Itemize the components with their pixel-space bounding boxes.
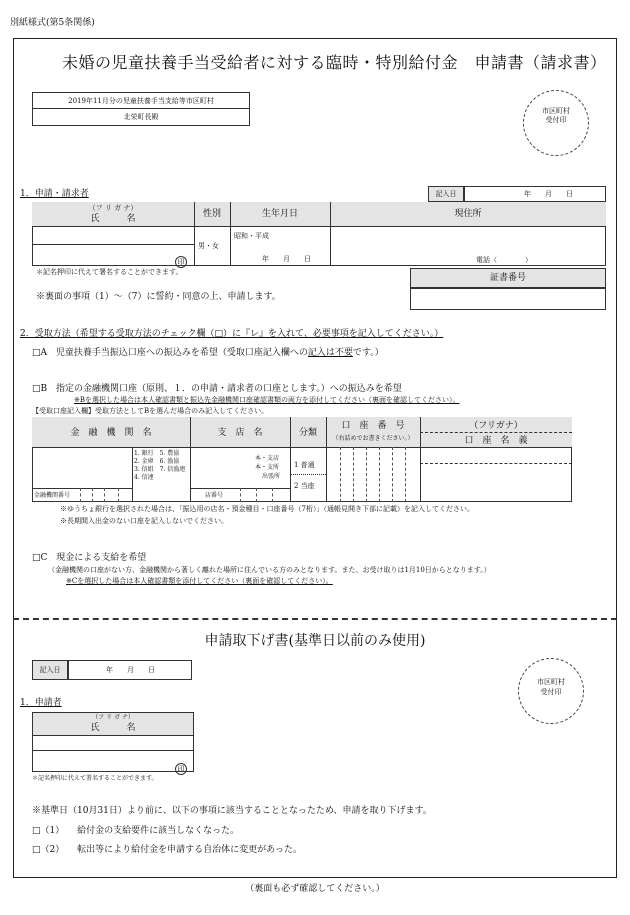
branch-name-header: 支 店 名 xyxy=(217,428,263,438)
stamp-line1: 市区町村 xyxy=(542,107,570,115)
account-number-subheader: （右詰めでお書きください。） xyxy=(332,435,414,442)
stamp-line2: 受付印 xyxy=(545,116,567,124)
entry-date-label: 記入日 xyxy=(435,190,457,198)
account-type-regular[interactable]: 1 普通 xyxy=(294,461,315,469)
type-header: 分類 xyxy=(298,428,317,438)
yucho-note: ※ゆうちょ銀行を選択された場合は、「振込用の店名・預金種目・口座番号（7桁）」（通帳見開き下部に記載）を記入してください。 xyxy=(60,505,474,513)
option-c-note1: （金融機関の口座がない方、金融機関から著しく離れた場所に住んでいる方のみとなります。また、お受け取りは1月10日からとなります。） xyxy=(48,566,491,574)
section2-heading: 2．受取方法（希望する受取方法のチェック欄（□）に『レ』を入れて、必要事項を記入してください。） xyxy=(20,329,444,339)
seal-note: ＊記名押印に代えて署名することができます。 xyxy=(36,268,183,276)
withdraw-heading: 1．申請者 xyxy=(20,698,62,708)
withdraw-item-1-text: 給付金の支給要件に該当しなくなった。 xyxy=(77,826,240,836)
branch-code-label: 店番号 xyxy=(205,492,224,499)
withdraw-item-1[interactable] xyxy=(32,826,239,837)
option-b[interactable] xyxy=(32,384,402,395)
bank-type-3: 3. 信組 7. 信漁連 xyxy=(134,466,186,473)
option-c-checkbox[interactable]: □C xyxy=(32,553,48,563)
cert-number-field[interactable] xyxy=(410,288,606,310)
option-b-note: ※Bを選択した場合は本人確認書類と振込先金融機関口座確認書類の両方を添付してください（裏面を確認してください）。 xyxy=(74,396,460,404)
agreement-text: ※裏面の事項（1）～（7）に誓約・同意の上、申請します。 xyxy=(36,292,281,302)
option-a[interactable] xyxy=(32,348,384,359)
era-value[interactable]: 昭和・平成 xyxy=(234,232,269,240)
account-type-current[interactable]: 2 当座 xyxy=(294,482,315,490)
withdraw-item-2[interactable] xyxy=(32,845,302,856)
withdraw-statement: ※基準日（10月31日）より前に、以下の事項に該当することとなったため、申請を取り下げます。 xyxy=(32,806,432,816)
phone-label: 電話（ ） xyxy=(476,256,532,264)
withdraw-furigana-label: （フ リ ガ ナ） xyxy=(92,714,134,721)
bank-name-header: 金 融 機 関 名 xyxy=(70,428,152,438)
seal-icon: 印 xyxy=(175,256,187,268)
footer-note: （裏面も必ず確認してください。） xyxy=(245,884,385,894)
withdraw-item-2-text: 転出等により給付金を申請する自治体に変更があった。 xyxy=(77,845,303,855)
withdraw-title: 申請取下げ書(基準日以前のみ使用) xyxy=(204,633,426,649)
section1-heading: 1．申請・請求者 xyxy=(20,189,89,199)
page-title: 未婚の児童扶養手当受給者に対する臨時・特別給付金 申請書（請求書） xyxy=(62,53,607,72)
kana-header: （フリガナ） xyxy=(469,421,523,431)
name-label: 氏 名 xyxy=(90,214,136,224)
address-label: 現住所 xyxy=(454,209,482,219)
withdraw-entry-date-label: 記入日 xyxy=(39,666,61,674)
option-b-text: 指定の金融機関口座（原則、１．の申請・請求者の口座とします。）への振込みを希望 xyxy=(56,384,402,394)
withdraw-item-2-checkbox[interactable]: □（2） xyxy=(32,845,65,855)
cert-number-label: 証書番号 xyxy=(489,273,526,283)
bank-type-4: 4. 信連 xyxy=(134,474,154,481)
branch-type-1: 本・支店 xyxy=(255,455,280,462)
bank-code-label: 金融機関番号 xyxy=(34,492,71,499)
inactive-account-note: ※長期間入出金のない口座を記入しないでください。 xyxy=(60,517,228,525)
withdraw-item-1-checkbox[interactable]: □（1） xyxy=(32,826,65,836)
account-holder-header: 口 座 名 義 xyxy=(464,436,528,446)
entry-date-value: 年 月 日 xyxy=(524,190,573,198)
gender-value[interactable]: 男・女 xyxy=(198,242,219,250)
recipient-line2: 北栄町長殿 xyxy=(123,113,159,121)
option-c-note2: ※Cを選択した場合は本人確認書類を添付してください（裏面を確認してください）。 xyxy=(66,577,333,585)
bank-type-2: 2. 金庫 6. 漁協 xyxy=(134,458,180,465)
bank-type-1: 1. 銀行 5. 農協 xyxy=(134,450,180,457)
branch-type-2: 本・支所 xyxy=(255,464,280,471)
account-caption: 【受取口座記入欄】受取方法としてBを選んだ場合のみ記入してください。 xyxy=(32,407,269,415)
option-a-checkbox[interactable]: □A xyxy=(32,348,48,358)
withdraw-stamp-line2: 受付印 xyxy=(540,688,562,696)
birthdate-value[interactable]: 年 月 日 xyxy=(262,255,311,263)
birthdate-label: 生年月日 xyxy=(261,209,298,219)
option-a-text-end: です。） xyxy=(352,348,384,358)
account-number-header: 口 座 番 号 xyxy=(341,421,405,431)
withdraw-entry-date-value: 年 月 日 xyxy=(106,666,155,674)
cut-line xyxy=(13,618,617,620)
option-c-text: 現金による支給を希望 xyxy=(56,553,147,563)
withdraw-seal-note: ＊記名押印に代えて署名することができます。 xyxy=(32,775,158,782)
option-a-text: 児童扶養手当振込口座への振込みを希望（受取口座記入欄への xyxy=(55,348,308,358)
option-b-checkbox[interactable]: □B xyxy=(32,384,48,394)
option-c[interactable] xyxy=(32,553,146,564)
withdraw-stamp-line1: 市区町村 xyxy=(537,678,565,686)
gender-label: 性別 xyxy=(202,209,221,219)
recipient-line1: 2019年11月分の児童扶養手当支給等市区町村 xyxy=(68,97,214,105)
furigana-label: （フ リ ガ ナ） xyxy=(88,204,138,212)
branch-type-3: 出張所 xyxy=(262,473,281,480)
option-a-underline: 記入は不要 xyxy=(307,348,353,358)
withdraw-seal-icon: 印 xyxy=(175,763,187,775)
withdraw-name-label: 氏 名 xyxy=(90,723,136,733)
form-label: 別紙様式(第5条関係) xyxy=(10,18,95,28)
